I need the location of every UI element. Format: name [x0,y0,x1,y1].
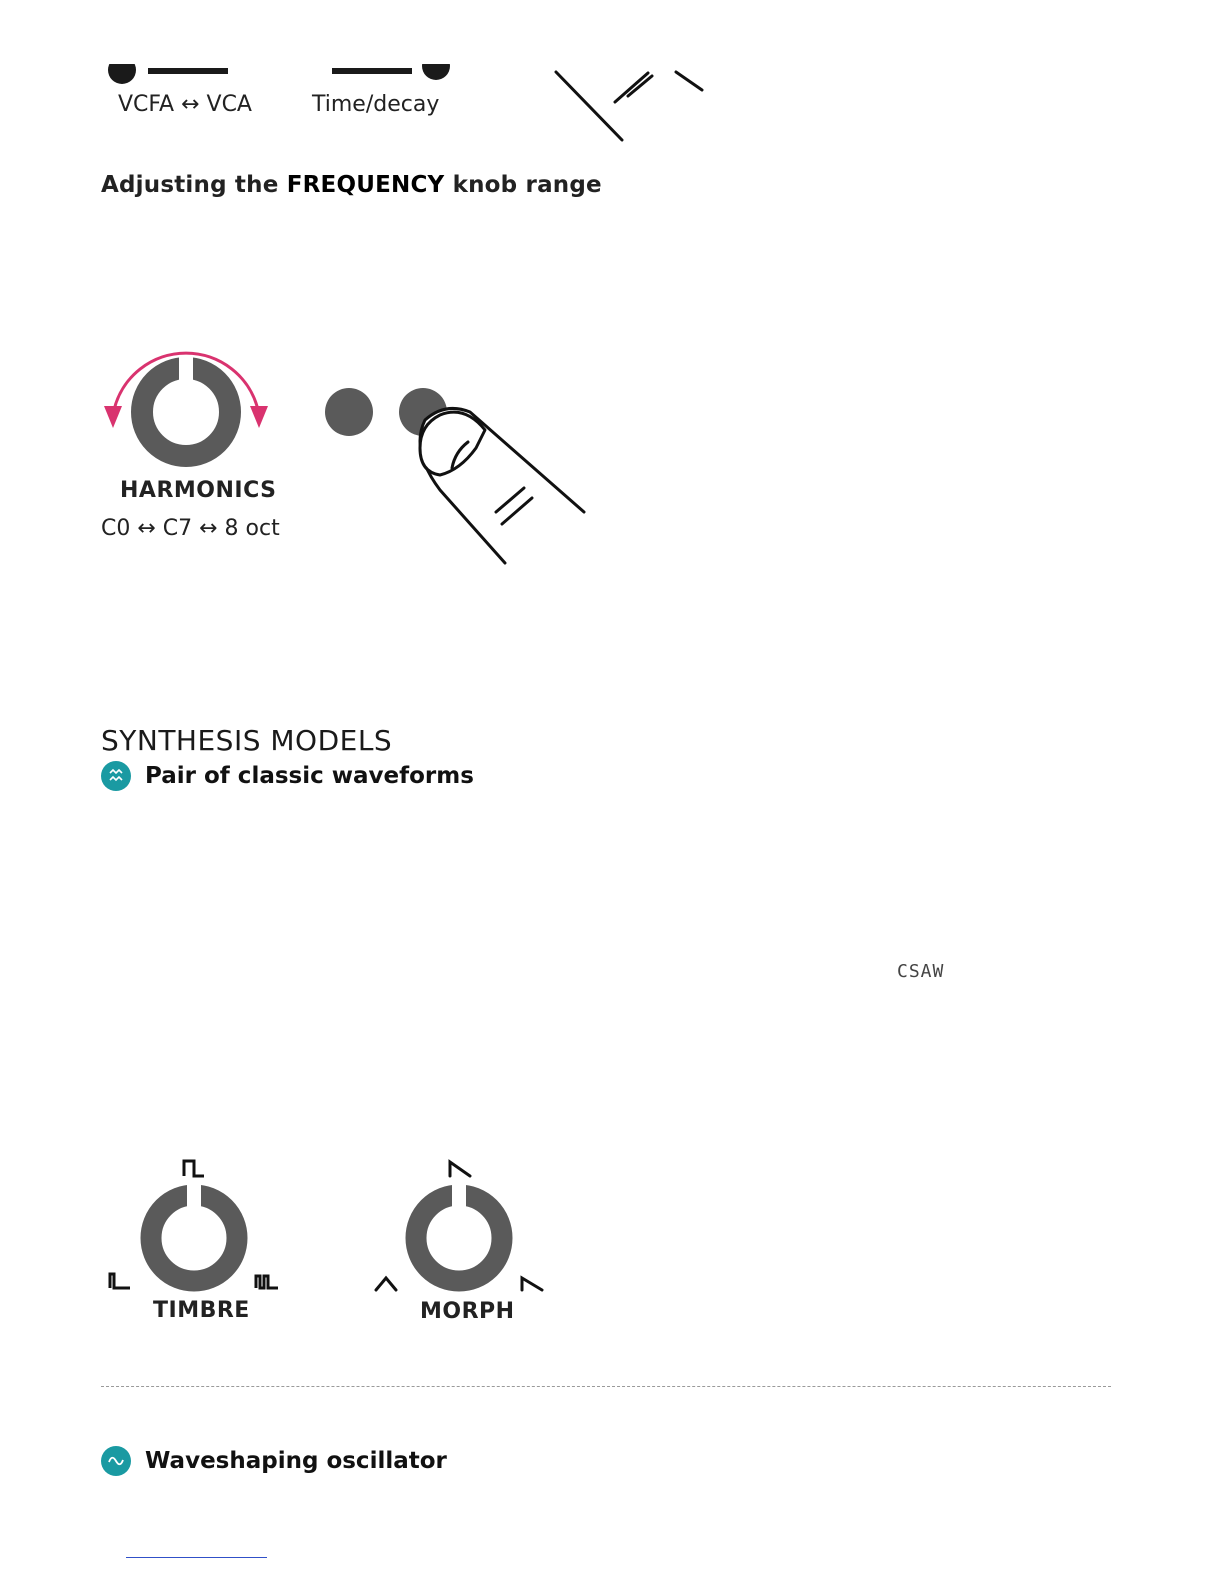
time-decay-caption: Time/decay [312,92,440,117]
button-dot-left [325,388,373,436]
csaw-code-label: CSAW [897,961,945,982]
frequency-knob-heading [101,172,602,198]
link-underline-fragment[interactable] [126,1557,267,1558]
harmonics-knob-icon [142,356,230,456]
timbre-knob-icon [151,1182,237,1281]
finger-illustration-fragment [556,72,702,140]
top-cropped-illustration [0,0,1224,150]
section-divider [101,1386,1111,1387]
timbre-label: TIMBRE [153,1298,250,1323]
square-wave-icons [110,1161,278,1288]
waveform-pair-icon [101,761,131,791]
harmonics-knob-illustration [0,320,640,580]
timbre-morph-knobs-illustration [90,1150,570,1300]
model-heading-waveshaping [101,1446,447,1476]
sine-wave-icon [101,1446,131,1476]
morph-label: MORPH [420,1299,515,1324]
harmonics-range: C0 ↔ C7 ↔ 8 oct [101,516,280,541]
model-heading-classic-waveforms [101,761,474,791]
synthesis-models-title: SYNTHESIS MODELS [101,724,393,757]
morph-knob-icon [416,1182,502,1281]
model-label: Pair of classic waveforms [145,763,474,789]
heading-suffix: knob range [444,172,602,198]
harmonics-label: HARMONICS [120,478,277,503]
finger-press-icon [420,408,584,563]
vcfa-vca-caption: VCFA ↔ VCA [118,92,252,117]
model-label: Waveshaping oscillator [145,1448,447,1474]
heading-strong: FREQUENCY [286,172,445,198]
heading-prefix: Adjusting the [101,172,287,198]
